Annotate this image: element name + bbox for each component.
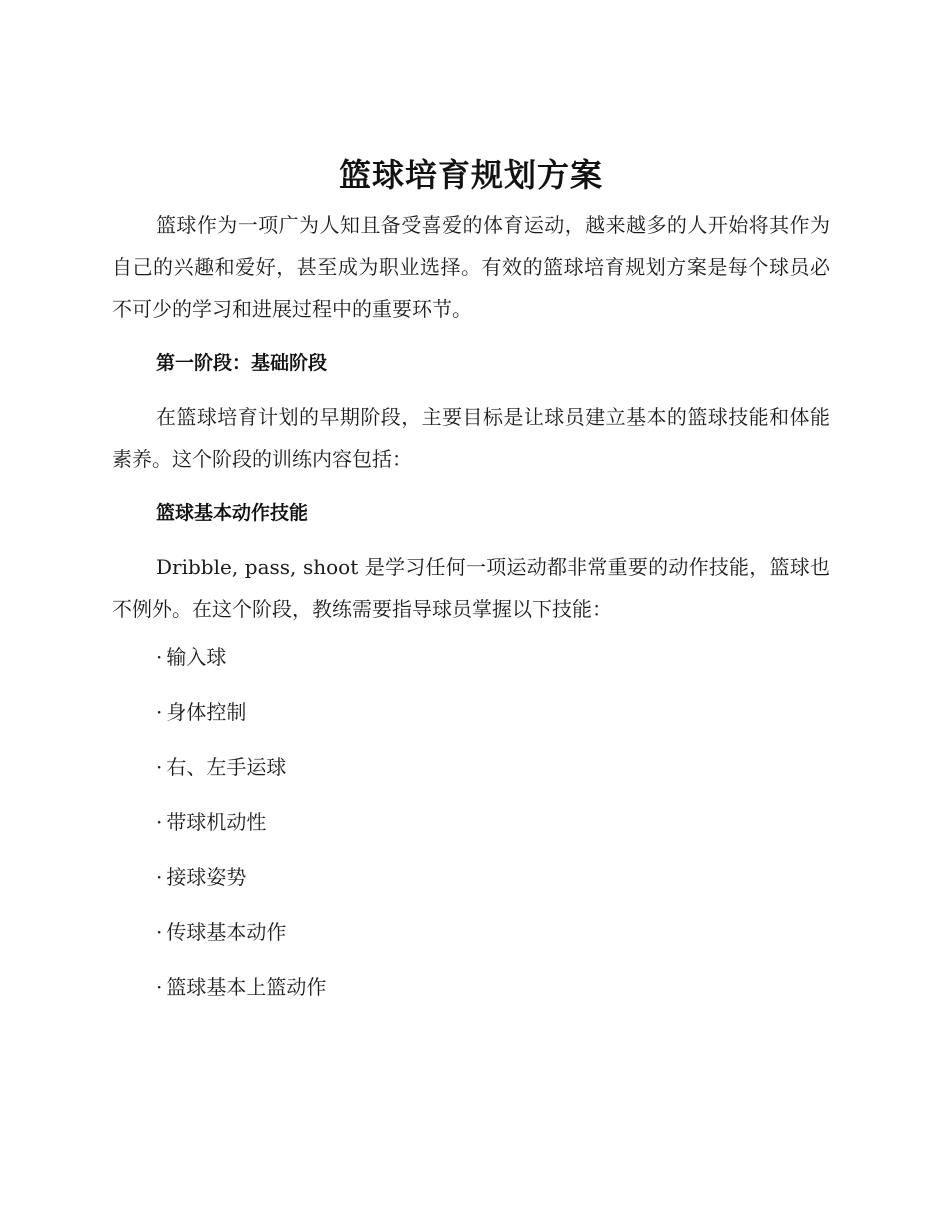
intro-paragraph: 篮球作为一项广为人知且备受喜爱的体育运动，越来越多的人开始将其作为自己的兴趣和爱好，甚至成为职业选择。有效的篮球培育规划方案是每个球员必不可少的学习和进展过程中的重要环节。 <box>112 213 830 321</box>
list-item-text: 篮球基本上篮动作 <box>166 975 327 999</box>
list-item <box>156 972 830 1002</box>
skills-list <box>112 642 830 1002</box>
section-heading-basic-stage: 第一阶段：基础阶段 <box>156 352 328 374</box>
basic-stage-paragraph: 在篮球培育计划的早期阶段，主要目标是让球员建立基本的篮球技能和体能素养。这个阶段的训练内容包括： <box>112 405 830 471</box>
list-item <box>156 697 830 727</box>
bullet-icon: · <box>156 865 163 889</box>
document-title: 篮球培育规划方案 <box>338 156 603 194</box>
list-item <box>156 642 830 672</box>
bullet-icon: · <box>156 975 163 999</box>
bullet-icon: · <box>156 810 163 834</box>
bullet-icon: · <box>156 700 163 724</box>
list-item-text: 身体控制 <box>166 700 247 724</box>
list-item-text: 右、左手运球 <box>166 755 287 779</box>
list-item-text: 输入球 <box>166 645 227 669</box>
list-item <box>156 862 830 892</box>
bullet-icon: · <box>156 755 163 779</box>
list-item <box>156 752 830 782</box>
list-item <box>156 917 830 947</box>
list-item-text: 带球机动性 <box>166 810 267 834</box>
basic-skills-paragraph: Dribble, pass, shoot 是学习任何一项运动都非常重要的动作技能，篮球也不例外。在这个阶段，教练需要指导球员掌握以下技能： <box>112 555 830 621</box>
list-item-text: 传球基本动作 <box>166 920 287 944</box>
document-page <box>112 150 830 1027</box>
subsection-heading-basic-skills: 篮球基本动作技能 <box>156 502 309 524</box>
list-item-text: 接球姿势 <box>166 865 247 889</box>
bullet-icon: · <box>156 920 163 944</box>
list-item <box>156 807 830 837</box>
bullet-icon: · <box>156 645 163 669</box>
